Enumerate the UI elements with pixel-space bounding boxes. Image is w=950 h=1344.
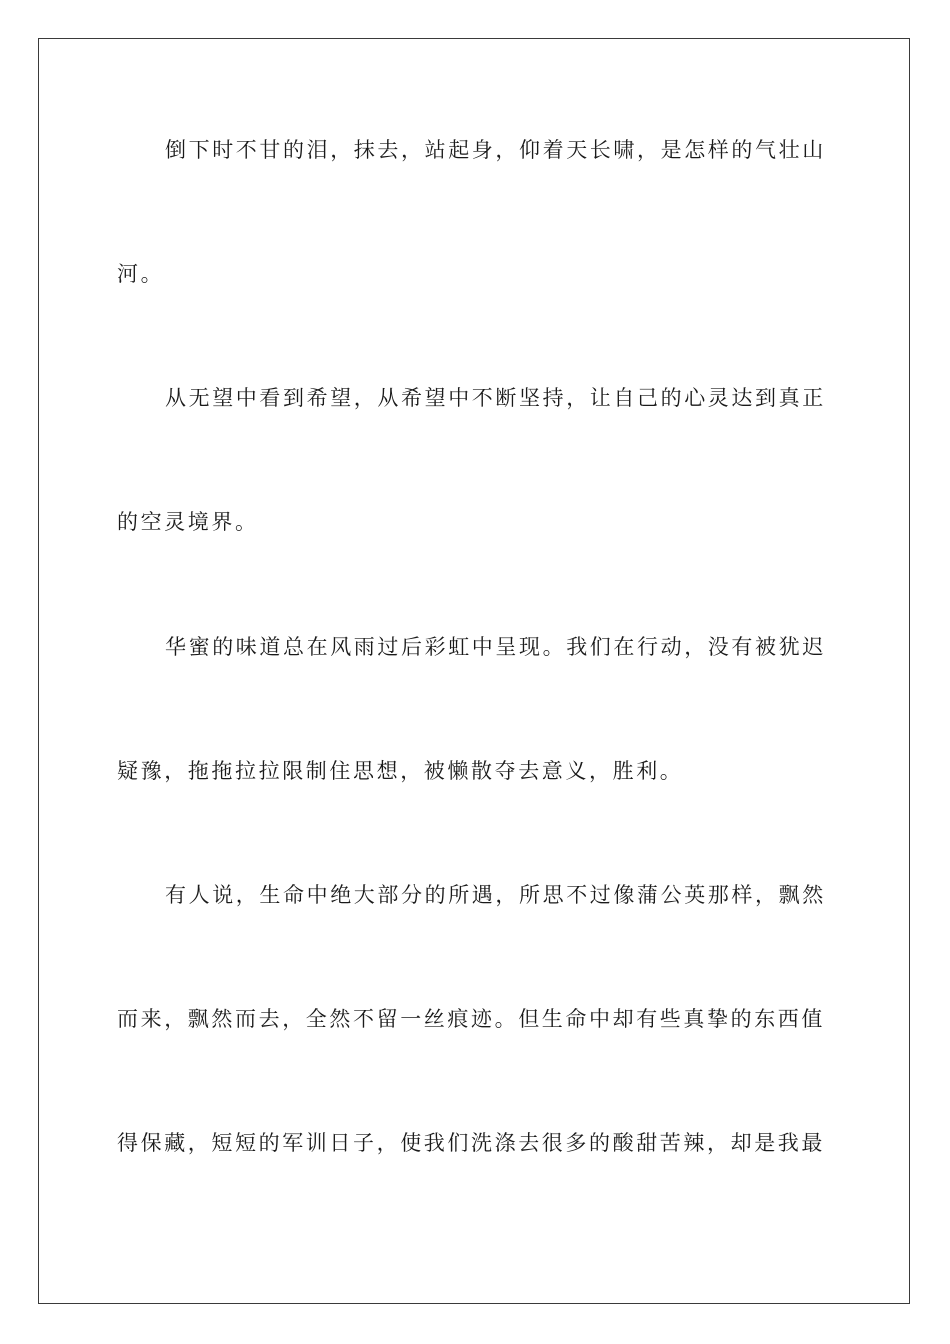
paragraph-2-line-1: 从无望中看到希望，从希望中不断坚持，让自己的心灵达到真正 (165, 386, 826, 410)
paragraph-4-line-2: 而来，飘然而去，全然不留一丝痕迹。但生命中却有些真挚的东西值 (117, 1007, 825, 1031)
paragraph-1-line-2: 河。 (117, 262, 165, 286)
paragraph-1-line-1: 倒下时不甘的泪，抹去，站起身，仰着天长啸，是怎样的气壮山 (165, 138, 826, 162)
paragraph-4-line-3: 得保藏，短短的军训日子，使我们洗涤去很多的酸甜苦辣，却是我最 (117, 1131, 825, 1155)
paragraph-3-line-1: 华蜜的味道总在风雨过后彩虹中呈现。我们在行动，没有被犹迟 (165, 635, 826, 659)
paragraph-2-line-2: 的空灵境界。 (117, 510, 259, 534)
page-border (38, 38, 910, 1304)
paragraph-4-line-1: 有人说，生命中绝大部分的所遇，所思不过像蒲公英那样，飘然 (165, 883, 826, 907)
paragraph-3-line-2: 疑豫，拖拖拉拉限制住思想，被懒散夺去意义，胜利。 (117, 759, 684, 783)
